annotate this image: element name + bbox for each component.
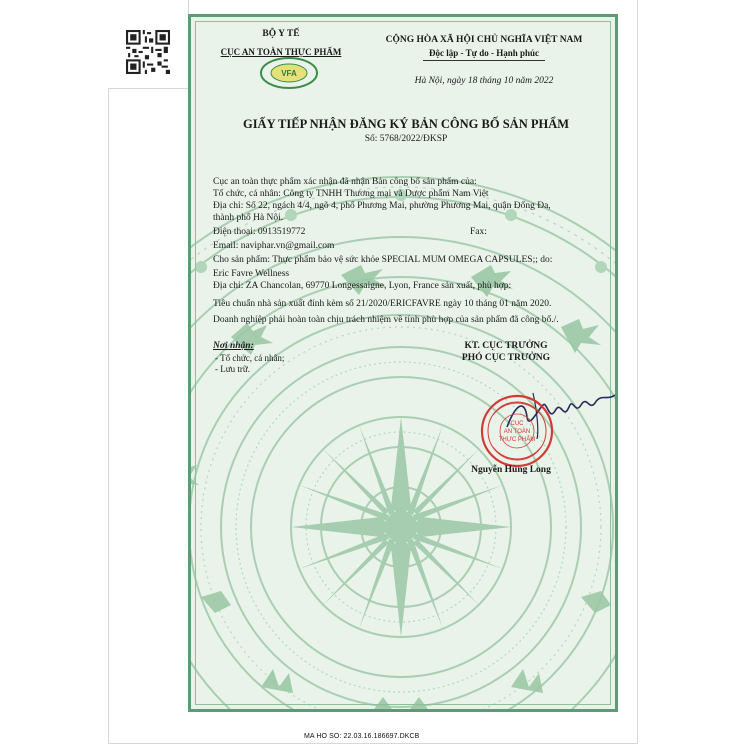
motto-underline — [423, 60, 545, 61]
registration-number: Số: 5768/2022/ĐKSP — [364, 134, 448, 144]
logo-text: VFA — [281, 69, 297, 78]
intro-text: Cục an toàn thực phẩm xác nhận đã nhận Bản công bố sản phẩm của: — [213, 177, 477, 187]
place-date: Hà Nội, ngày 18 tháng 10 năm 2022 — [414, 76, 554, 86]
address-line-1: Địa chỉ: Số 22, ngách 4/4, ngõ 4, phố Phương Mai, phường Phương Mai, quận Đống Đa, — [213, 201, 551, 211]
certificate-content — [191, 17, 618, 712]
country-name: CỘNG HÒA XÃ HỘI CHỦ NGHĨA VIỆT NAM — [385, 35, 583, 45]
standard-line: Tiêu chuẩn nhà sản xuất đính kèm số 21/2020/ERICFAVRE ngày 10 tháng 01 năm 2020. — [213, 299, 552, 309]
product-line-2: Eric Favre Wellness — [213, 269, 290, 279]
ministry-name: BỘ Y TẾ — [262, 29, 300, 39]
certificate — [188, 14, 618, 712]
seal-text: AN TOÀN — [503, 429, 531, 435]
producer-address: Địa chỉ: ZA Chancolan, 69770 Longessaigne, Lyon, France sản xuất, phù hợp: — [213, 281, 512, 291]
dossier-code: MA HO SO: 22.03.16.186697.DKCB — [304, 733, 420, 740]
seal-text: THỰC PHẨM — [498, 437, 536, 443]
fax-line: Fax: — [470, 227, 487, 237]
signer-name: Nguyễn Hùng Long — [471, 465, 551, 475]
signer-title-2: PHÓ CỤC TRƯỞNG — [461, 353, 551, 363]
product-line-1: Cho sản phẩm: Thực phẩm bảo vệ sức khỏe SPECIAL MUM OMEGA CAPSULES;; do: — [213, 255, 553, 265]
qr-code-panel — [108, 0, 189, 89]
seal-text: CỤC — [510, 421, 524, 427]
qr-code-icon — [126, 30, 170, 74]
recipient-item: - Lưu trữ. — [215, 364, 250, 374]
vfa-logo-icon — [259, 55, 319, 91]
signer-title-1: KT. CỤC TRƯỞNG — [464, 341, 548, 351]
official-seal-icon — [479, 393, 555, 469]
phone-line: Điện thoại: 0913519772 — [213, 227, 306, 237]
recipients-heading: Nơi nhận: — [213, 341, 254, 351]
address-line-2: thành phố Hà Nội. — [213, 213, 284, 223]
recipient-item: - Tổ chức, cá nhân; — [215, 353, 285, 363]
email-line: Email: naviphar.vn@gmail.com — [213, 241, 335, 251]
organization-line: Tổ chức, cá nhân: Công ty TNHH Thương mại và Dược phẩm Nam Việt — [213, 189, 489, 199]
national-motto: Độc lập - Tự do - Hạnh phúc — [428, 48, 539, 58]
department-name: CỤC AN TOÀN THỰC PHẨM — [220, 47, 342, 57]
responsibility-line: Doanh nghiệp phải hoàn toàn chịu trách nhiệm về tính phù hợp của sản phẩm đã công bố./. — [213, 315, 559, 325]
document-title: GIẤY TIẾP NHẬN ĐĂNG KÝ BẢN CÔNG BỐ SẢN PHẨM — [242, 117, 570, 131]
